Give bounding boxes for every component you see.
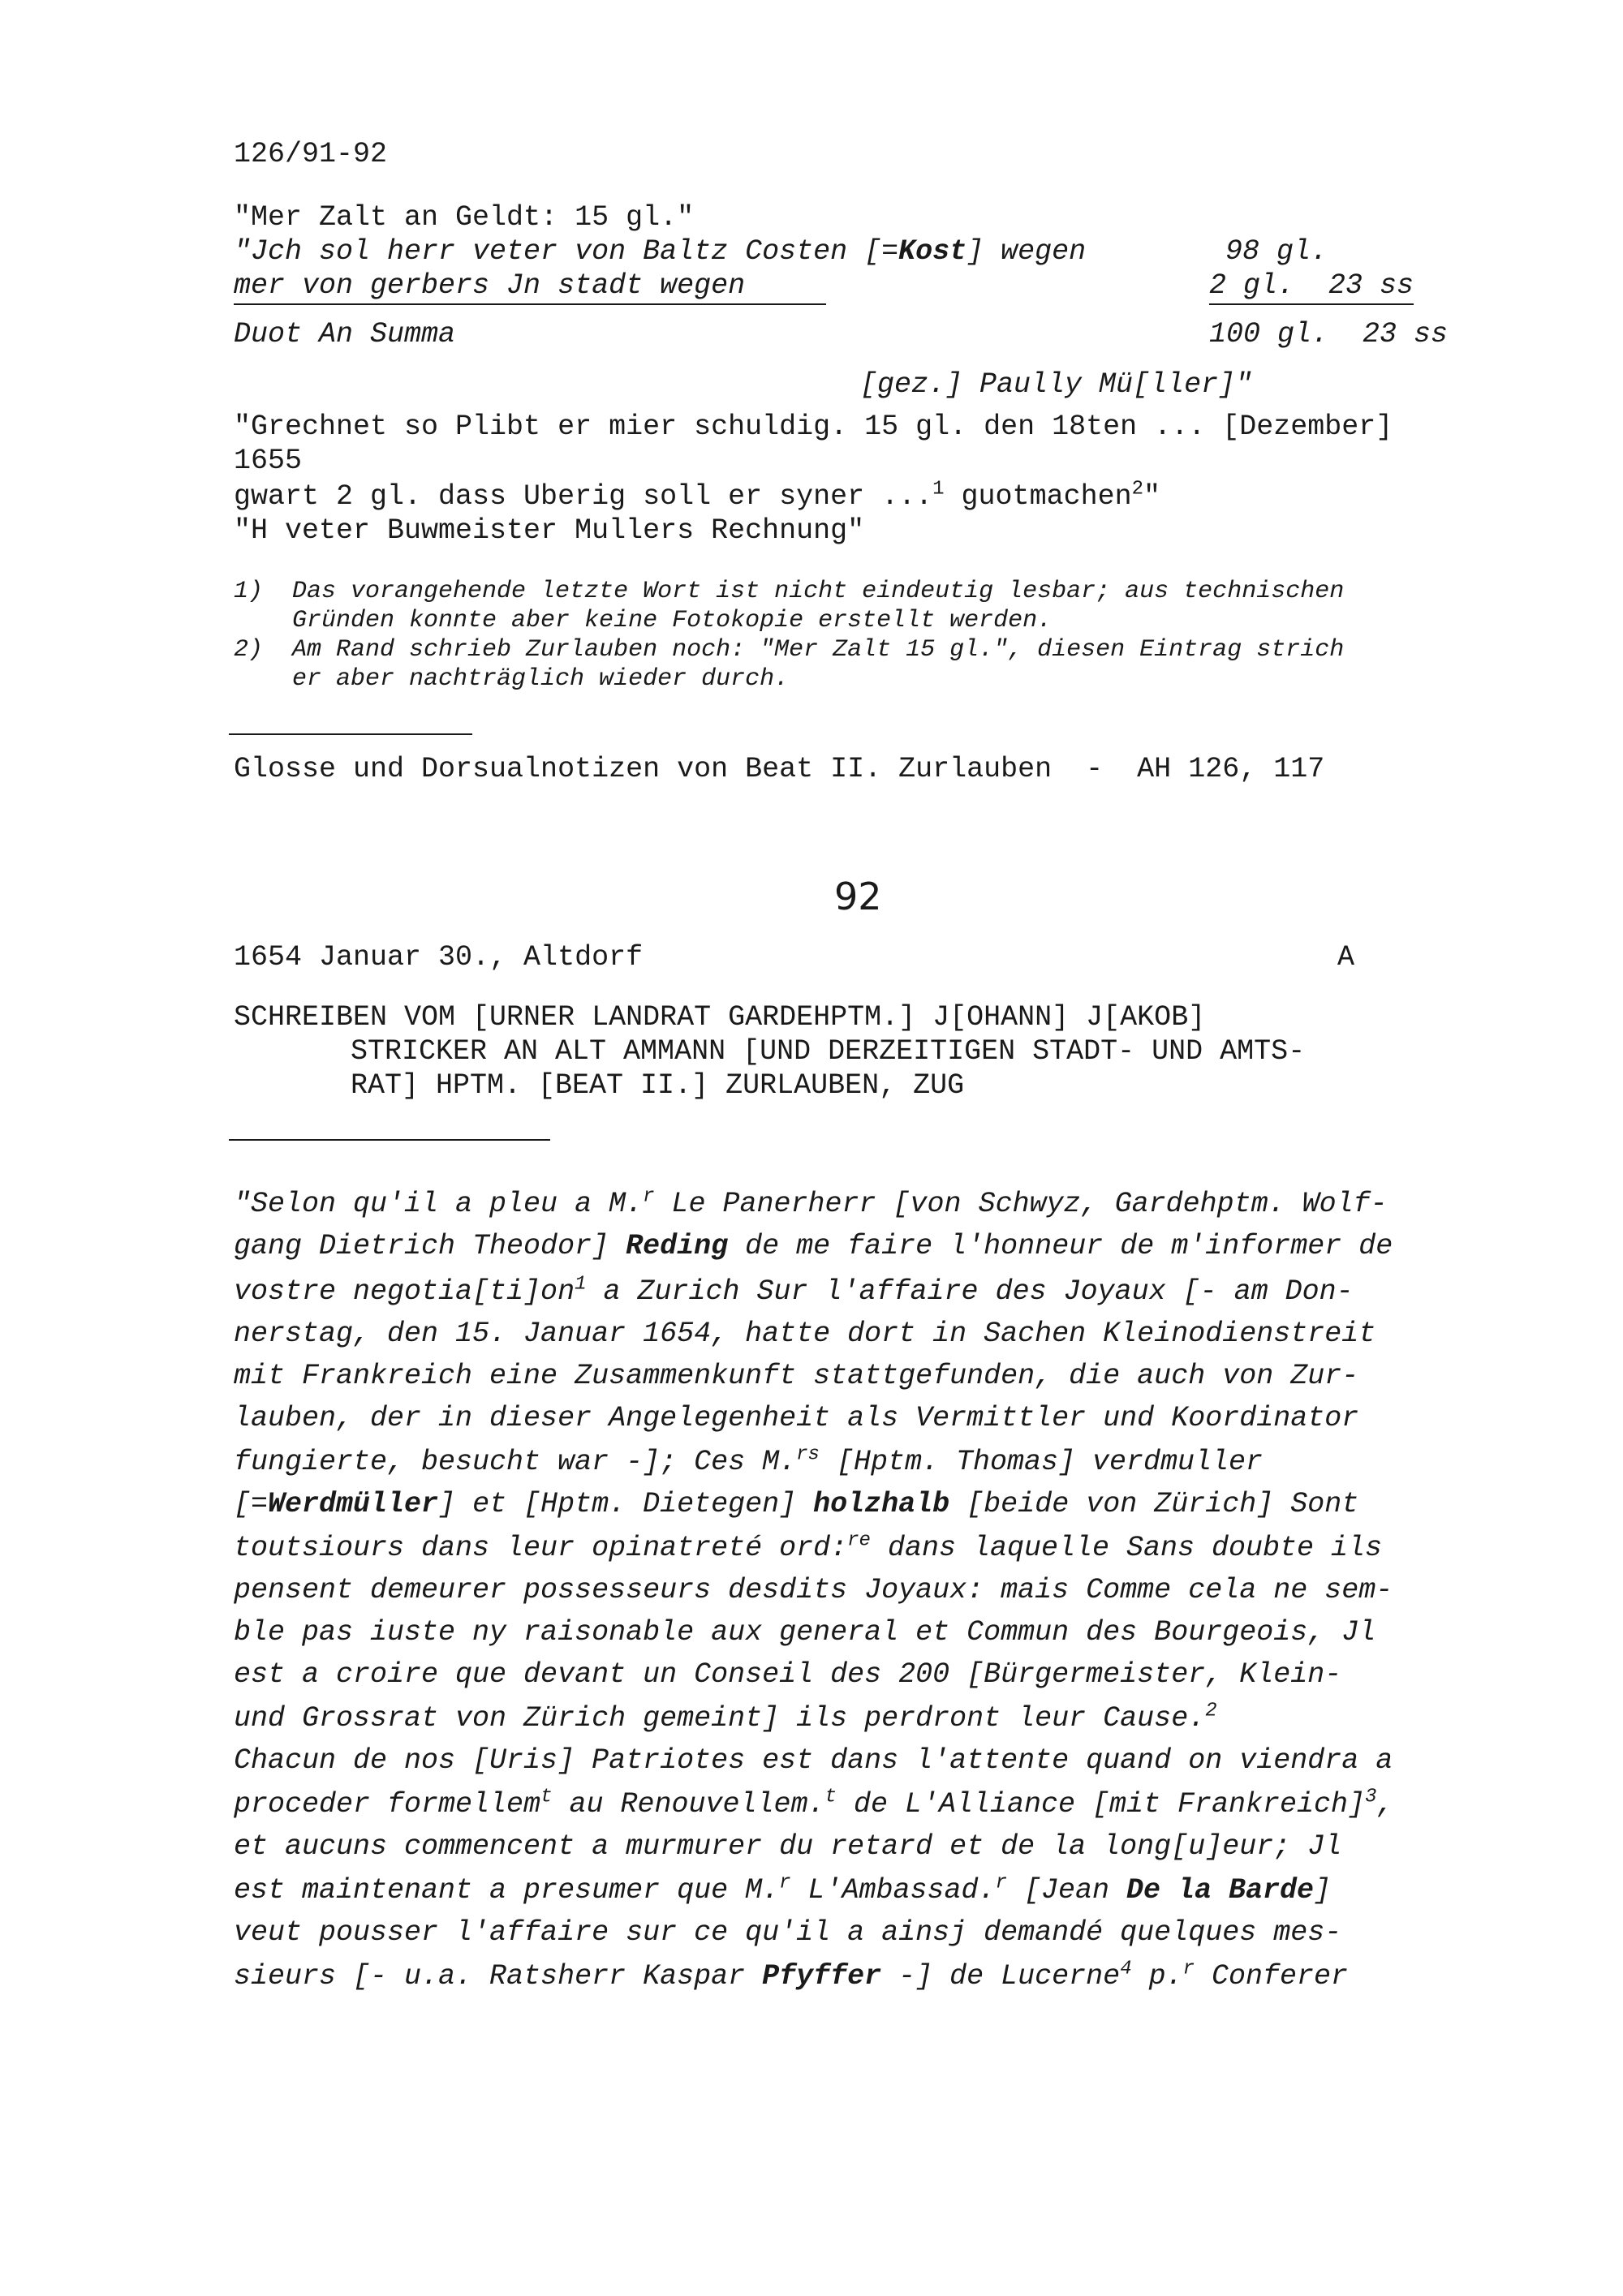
letter-line: vostre $negotia[ti]on^1$ a Zurich Sur l'affaire des Joyaux [- am Don- bbox=[234, 1273, 1354, 1308]
ledger-row-2-amount: 2 gl. 23 ss bbox=[1209, 269, 1414, 305]
gloss-note: Glosse und Dorsualnotizen von Beat II. Zurlauben - AH 126, 117 bbox=[234, 753, 1325, 785]
letter-line: est maintenant a presumer que M.$^r$ L'Ambassad.$^r$ [Jean De la Barde] bbox=[234, 1872, 1332, 1907]
reckoning-line: 1655 bbox=[234, 445, 303, 477]
letter-line: fungierte, besucht war -]; Ces M.$^{rs}$ [Hptm. Thomas] verdmuller bbox=[234, 1443, 1264, 1478]
letter-line: "Selon qu'il a pleu a M.$^r$ Le Panerherr [von Schwyz, Gardehptm. Wolf- bbox=[234, 1185, 1388, 1220]
footnote-text: er aber nachträglich wieder durch. bbox=[292, 665, 790, 693]
quote-heading: "Mer Zalt an Geldt: 15 gl." bbox=[234, 201, 695, 234]
heading-line: STRICKER AN ALT AMMANN [UND DERZEITIGEN STADT- UND AMTS- bbox=[351, 1035, 1306, 1068]
ledger-row-1: "Jch sol herr veter von Baltz Costen [=Kost] wegen bbox=[234, 235, 1087, 268]
heading-line: RAT] HPTM. [BEAT II.] ZURLAUBEN, ZUG bbox=[351, 1069, 965, 1102]
letter-line: est a croire que devant un Conseil des 200 [Bürgermeister, Klein- bbox=[234, 1658, 1342, 1691]
document-number: 92 bbox=[834, 875, 882, 918]
letter-line: sieurs [- u.a. Ratsherr Kaspar Pfyffer -] de Lucerne$^4$ p.$^r$ Conferer bbox=[234, 1958, 1349, 1993]
ledger-signature: [gez.] Paully Mü[ller]" bbox=[860, 368, 1253, 401]
letter-line: nerstag, den 15. Januar 1654, hatte dort in Sachen Kleinodienstreit bbox=[234, 1318, 1376, 1350]
footnote-text: Gründen konnte aber keine Fotokopie erstellt werden. bbox=[292, 607, 1053, 634]
letter-line: ble pas iuste ny raisonable aux general et Commun des Bourgeois, Jl bbox=[234, 1616, 1376, 1649]
footnote-number: 1) bbox=[234, 578, 264, 605]
ledger-row-1-amount: 98 gl. bbox=[1225, 235, 1328, 268]
reckoning-line: "H veter Buwmeister Mullers Rechnung" bbox=[234, 514, 865, 547]
letter-line: pensent demeurer possesseurs desdits Joyaux: mais Comme cela ne sem- bbox=[234, 1574, 1393, 1606]
ledger-total-label: Duot An Summa bbox=[234, 318, 456, 350]
letter-line: [=Werdmüller] et [Hptm. Dietegen] holzhalb [beide von Zürich] Sont bbox=[234, 1488, 1359, 1520]
ledger-total-amount: 100 gl. 23 ss bbox=[1209, 318, 1449, 350]
reckoning-line: "Grechnet so Plibt er mier schuldig. 15 gl. den 18ten ... [Dezember] bbox=[234, 411, 1393, 443]
letter-line: mit Frankreich eine Zusammenkunft stattgefunden, die auch von Zur- bbox=[234, 1360, 1359, 1392]
letter-line: gang Dietrich Theodor] Reding de me faire l'honneur de m'informer de bbox=[234, 1230, 1393, 1262]
ledger-row-2: mer von gerbers Jn stadt wegen bbox=[234, 269, 826, 305]
section-divider bbox=[229, 733, 472, 735]
footnote-number: 2) bbox=[234, 636, 264, 664]
letter-line: toutsiours dans leur opinatreté ord:$^{re}$ dans laquelle Sans doubte ils bbox=[234, 1529, 1383, 1564]
heading-divider bbox=[229, 1139, 550, 1141]
letter-line: lauben, der in dieser Angelegenheit als Vermittler und Koordinator bbox=[234, 1402, 1359, 1434]
reckoning-line: gwart 2 gl. dass Uberig soll er syner ...$^1$ guotmachen$^2$" bbox=[234, 478, 1161, 513]
letter-line: veut pousser l'affaire sur ce qu'il a ainsj demandé quelques mes- bbox=[234, 1916, 1342, 1949]
document-marker: A bbox=[1337, 941, 1355, 974]
date-place: 1654 Januar 30., Altdorf bbox=[234, 941, 644, 974]
footnote-text: Am Rand schrieb Zurlauben noch: "Mer Zalt 15 gl.", diesen Eintrag strich bbox=[292, 636, 1345, 664]
letter-line: et aucuns commencent a murmurer du retard et de la long[u]eur; Jl bbox=[234, 1830, 1342, 1863]
letter-line: und Grossrat von Zürich gemeint] ils perdront leur Cause.$^2$ bbox=[234, 1700, 1217, 1735]
heading-line: SCHREIBEN VOM [URNER LANDRAT GARDEHPTM.] J[OHANN] J[AKOB] bbox=[234, 1001, 1206, 1034]
letter-line: proceder formellem$^t$ au Renouvellem.$^t$ de L'Alliance [mit Frankreich]$^3$, bbox=[234, 1786, 1394, 1821]
letter-line: Chacun de nos [Uris] Patriotes est dans l'attente quand on viendra a bbox=[234, 1744, 1393, 1777]
footnote-text: Das vorangehende letzte Wort ist nicht eindeutig lesbar; aus technischen bbox=[292, 578, 1345, 605]
document-reference: 126/91-92 bbox=[234, 138, 388, 170]
